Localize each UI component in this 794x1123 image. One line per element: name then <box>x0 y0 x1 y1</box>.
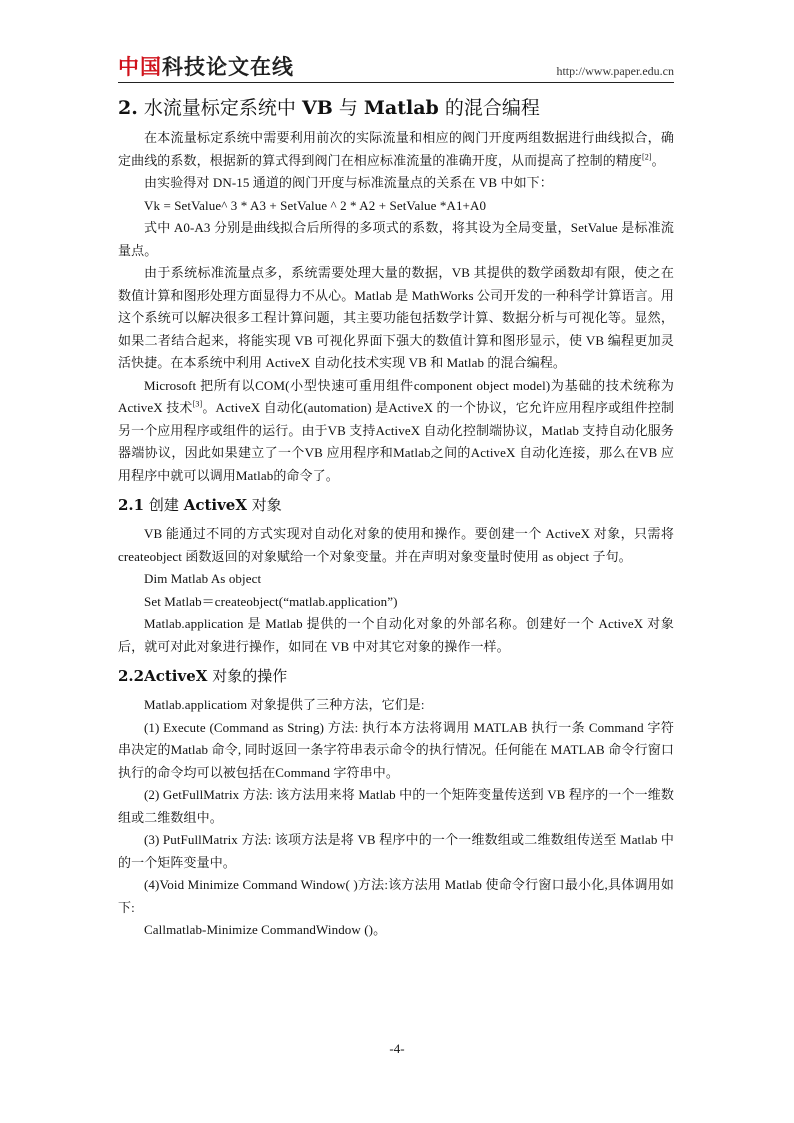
section-2-2-heading <box>118 666 674 687</box>
paragraph-intro-end: 。 <box>651 152 665 168</box>
code-line-dim: Dim Matlab As object <box>144 571 262 586</box>
paragraph-matlab-intro: 由于系统标准流量点多，系统需要处理大量的数据，VB 其提供的数学函数却有限，使之在数值计算和图形处理方面显得力不从心。Matlab 是 MathWorks 公司开发的一种科学计算语言。用这个系统可以解决很多工程计算问题，其主要功能包括数学计算、数据分析与可视化等。显然，如果二者结合起来，将能实现 VB 可视化界面下强大的数值计算和图形显示，使 VB 编程更加灵活快捷。在本系统中利用 ActiveX 自动化技术实现 VB 和 Matlab 的混合编程。 <box>118 265 674 370</box>
journal-logo <box>118 56 294 78</box>
page-header <box>118 56 674 82</box>
paragraph-relation: 由实验得对 DN-15 通道的阀门开度与标准流量点的关系在 VB 中如下： <box>144 175 553 190</box>
method-execute: (1) Execute (Command as String) 方法: 执行本方法将调用 MATLAB 执行一条 Command 字符串决定的Matlab 命令, 同时返回一条字符串表示命令的执行情况。任何能在 MATLAB 命令行窗口执行的命令均可以被包括在Command 字符串中。 <box>118 719 674 780</box>
section-2-2-title-c: 对象的操作 <box>212 667 288 685</box>
paragraph-activex-text-b: 。ActiveX 自动化(automation) 是ActiveX 的一个协议，它允许应用程序或组件控制另一个应用程序或组件的运行。由于VB 支持ActiveX 自动化控制端协议，Matlab 支持自动化服务器端协议，因此如果建立了一个VB 应用程序和Matlab之间的ActiveX 自动化连接，那么在VB 应用程序中就可以调用Matlab的命令了。 <box>118 400 674 483</box>
paragraph-formula-explain: 式中 A0-A3 分别是曲线拟合后所得的多项式的系数，将其设为全局变量，SetValue 是标准流量点。 <box>118 220 674 258</box>
section-2-1-number: 2.1 <box>118 496 145 514</box>
paragraph-create-object: VB 能通过不同的方式实现对自动化对象的使用和操作。要创建一个 ActiveX 对象，只需将 createobject 函数返回的对象赋给一个对象变量。并在声明对象变量时使用 as object 子句。 <box>118 526 674 564</box>
code-line-set: Set Matlab＝createobject(“matlab.application”) <box>144 593 398 609</box>
citation-3: [3] <box>192 399 203 409</box>
page-body <box>118 95 674 942</box>
section-2-1-heading <box>118 495 674 516</box>
section-2-title-c: 的混合编程 <box>444 97 540 119</box>
method-minimize: (4)Void Minimize Command Window( )方法:该方法用 Matlab 使命令行窗口最小化,具体调用如下: <box>118 877 674 915</box>
section-2-title-vb: VB <box>301 97 333 119</box>
logo-text-red: 中国 <box>118 55 162 79</box>
section-2-title-b: 与 <box>338 97 358 119</box>
logo-text-dark: 科技论文在线 <box>162 55 294 79</box>
section-2-title-a: 水流量标定系统中 <box>143 97 296 119</box>
section-2-heading <box>118 95 674 121</box>
section-2-number: 2. <box>118 97 138 119</box>
paragraph-intro-text: 在本流量标定系统中需要利用前次的实际流量和相应的阀门开度两组数据进行曲线拟合，确定曲线的系数，根据新的算式得到阀门在相应标准流量的准确开度，从而提高了控制的精度 <box>118 130 674 168</box>
paragraph-intro <box>118 127 674 172</box>
citation-2: [2] <box>642 152 652 162</box>
section-2-title-matlab: Matlab <box>363 97 439 119</box>
section-2-1-title-a: 创建 <box>148 496 179 514</box>
code-line-call: Callmatlab-Minimize CommandWindow ()。 <box>144 922 387 937</box>
paragraph-activex <box>118 375 674 488</box>
section-2-1-title-b: ActiveX <box>183 496 247 514</box>
header-url: http://www.paper.edu.cn <box>556 64 674 78</box>
paragraph-activex-text-a: Microsoft 把所有以COM(小型快速可重用组件component object model)为基础的技术统称为ActiveX 技术 <box>118 377 674 415</box>
section-2-2-title-b: ActiveX <box>144 667 208 685</box>
method-putfullmatrix: (3) PutFullMatrix 方法: 该项方法是将 VB 程序中的一个一维数组或二维数组传送至 Matlab 中的一个矩阵变量中。 <box>118 832 674 870</box>
paragraph-methods-intro: Matlab.applicatiom 对象提供了三种方法，它们是: <box>144 697 425 712</box>
paragraph-application-object: Matlab.application 是 Matlab 提供的一个自动化对象的外部名称。创建好一个 ActiveX 对象后，就可对此对象进行操作，如同在 VB 中对其它对象的操作一样。 <box>118 616 674 654</box>
formula-line: Vk = SetValue^ 3 * A3 + SetValue ^ 2 * A2 + SetValue *A1+A0 <box>144 197 487 213</box>
page-number: -4- <box>389 1041 405 1056</box>
section-2-1-title-c: 对象 <box>251 496 282 514</box>
method-getfullmatrix: (2) GetFullMatrix 方法: 该方法用来将 Matlab 中的一个矩阵变量传送到 VB 程序的一个一维数组或二维数组中。 <box>118 787 674 825</box>
header-rule <box>118 82 674 83</box>
section-2-2-number: 2.2 <box>118 667 145 685</box>
